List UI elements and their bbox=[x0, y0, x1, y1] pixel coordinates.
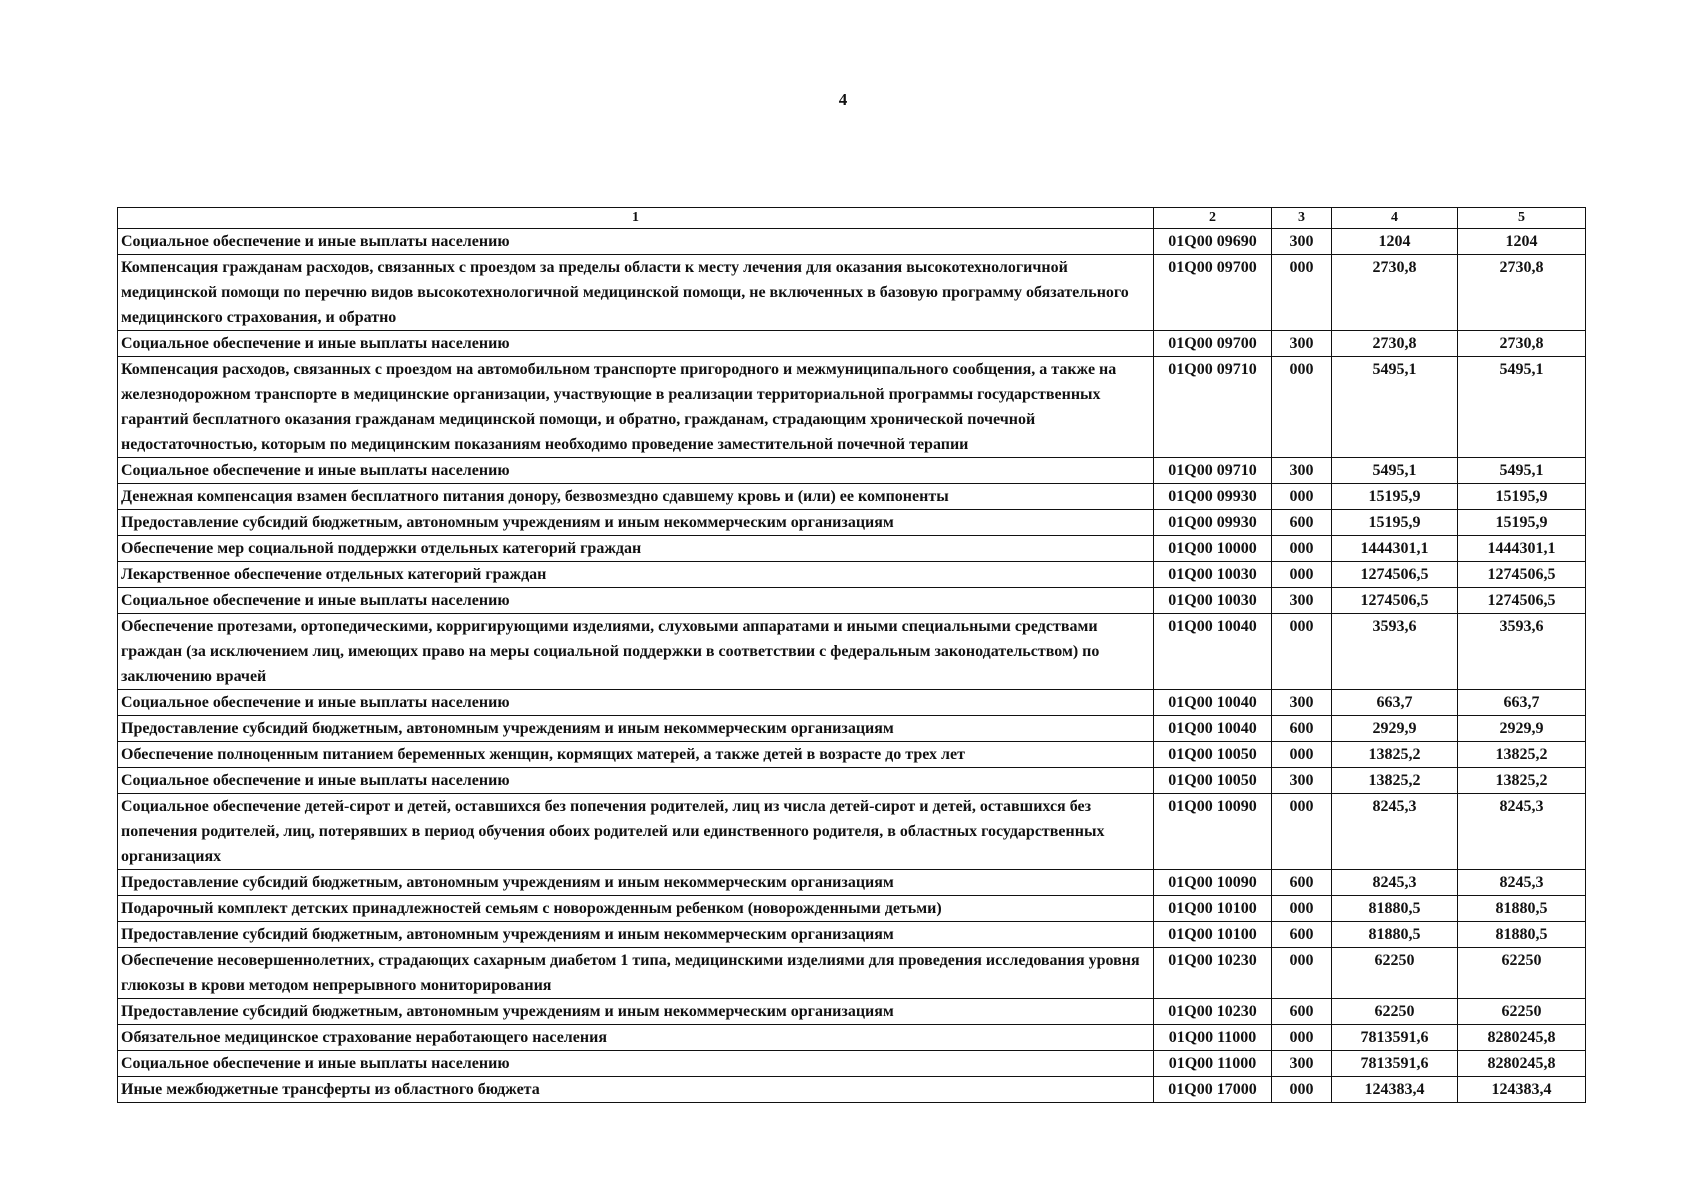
row-name-cell: Социальное обеспечение и иные выплаты населению bbox=[118, 458, 1154, 484]
table-row bbox=[118, 255, 1586, 331]
budget-table bbox=[117, 207, 1586, 1103]
row-code-cell: 01Q00 10230 bbox=[1154, 999, 1272, 1025]
row-type-cell: 600 bbox=[1272, 999, 1332, 1025]
row-value-4-cell: 62250 bbox=[1332, 948, 1458, 999]
row-value-4-cell: 3593,6 bbox=[1332, 614, 1458, 690]
row-name-cell: Социальное обеспечение и иные выплаты населению bbox=[118, 588, 1154, 614]
row-value-4-cell: 2730,8 bbox=[1332, 331, 1458, 357]
row-value-4-cell: 7813591,6 bbox=[1332, 1025, 1458, 1051]
row-code-cell: 01Q00 10230 bbox=[1154, 948, 1272, 999]
column-header-5: 5 bbox=[1458, 208, 1586, 229]
row-value-4-cell: 81880,5 bbox=[1332, 922, 1458, 948]
row-value-5-cell: 663,7 bbox=[1458, 690, 1586, 716]
row-value-4-cell: 15195,9 bbox=[1332, 510, 1458, 536]
row-name-cell: Иные межбюджетные трансферты из областного бюджета bbox=[118, 1077, 1154, 1103]
row-type-cell: 000 bbox=[1272, 1025, 1332, 1051]
row-value-4-cell: 13825,2 bbox=[1332, 742, 1458, 768]
row-type-cell: 000 bbox=[1272, 1077, 1332, 1103]
row-value-4-cell: 2730,8 bbox=[1332, 255, 1458, 331]
row-value-5-cell: 8245,3 bbox=[1458, 794, 1586, 870]
row-code-cell: 01Q00 09710 bbox=[1154, 357, 1272, 458]
row-name-cell: Социальное обеспечение и иные выплаты населению bbox=[118, 768, 1154, 794]
table-row bbox=[118, 742, 1586, 768]
row-code-cell: 01Q00 11000 bbox=[1154, 1025, 1272, 1051]
row-value-5-cell: 1274506,5 bbox=[1458, 562, 1586, 588]
row-value-5-cell: 5495,1 bbox=[1458, 357, 1586, 458]
table-row bbox=[118, 536, 1586, 562]
table-row bbox=[118, 896, 1586, 922]
row-type-cell: 600 bbox=[1272, 510, 1332, 536]
table-row bbox=[118, 510, 1586, 536]
row-name-cell: Социальное обеспечение и иные выплаты населению bbox=[118, 690, 1154, 716]
row-value-4-cell: 13825,2 bbox=[1332, 768, 1458, 794]
row-value-5-cell: 8280245,8 bbox=[1458, 1025, 1586, 1051]
row-code-cell: 01Q00 09690 bbox=[1154, 229, 1272, 255]
table-row bbox=[118, 716, 1586, 742]
table-row bbox=[118, 1077, 1586, 1103]
row-value-4-cell: 15195,9 bbox=[1332, 484, 1458, 510]
row-value-5-cell: 15195,9 bbox=[1458, 484, 1586, 510]
row-value-4-cell: 8245,3 bbox=[1332, 794, 1458, 870]
row-value-5-cell: 1274506,5 bbox=[1458, 588, 1586, 614]
row-name-cell: Социальное обеспечение и иные выплаты населению bbox=[118, 229, 1154, 255]
row-name-cell: Предоставление субсидий бюджетным, автономным учреждениям и иным некоммерческим организациям bbox=[118, 999, 1154, 1025]
row-name-cell: Социальное обеспечение детей-сирот и детей, оставшихся без попечения родителей, лиц из числа детей-сирот и детей, оставшихся без попечения родителей, лиц, потерявших в период обучения обоих родителей или единственного родителя, в областных государственных организациях bbox=[118, 794, 1154, 870]
column-header-1: 1 bbox=[118, 208, 1154, 229]
row-type-cell: 000 bbox=[1272, 484, 1332, 510]
row-type-cell: 300 bbox=[1272, 229, 1332, 255]
row-value-5-cell: 2730,8 bbox=[1458, 255, 1586, 331]
row-type-cell: 000 bbox=[1272, 614, 1332, 690]
row-value-5-cell: 62250 bbox=[1458, 948, 1586, 999]
row-code-cell: 01Q00 10090 bbox=[1154, 870, 1272, 896]
row-value-5-cell: 1444301,1 bbox=[1458, 536, 1586, 562]
row-value-5-cell: 13825,2 bbox=[1458, 768, 1586, 794]
row-value-4-cell: 62250 bbox=[1332, 999, 1458, 1025]
row-value-5-cell: 8245,3 bbox=[1458, 870, 1586, 896]
row-value-4-cell: 2929,9 bbox=[1332, 716, 1458, 742]
table-row bbox=[118, 870, 1586, 896]
row-value-5-cell: 81880,5 bbox=[1458, 922, 1586, 948]
row-type-cell: 600 bbox=[1272, 922, 1332, 948]
row-name-cell: Обеспечение мер социальной поддержки отдельных категорий граждан bbox=[118, 536, 1154, 562]
row-value-5-cell: 81880,5 bbox=[1458, 896, 1586, 922]
row-code-cell: 01Q00 10050 bbox=[1154, 742, 1272, 768]
row-type-cell: 600 bbox=[1272, 716, 1332, 742]
row-name-cell: Обеспечение полноценным питанием беременных женщин, кормящих матерей, а также детей в возрасте до трех лет bbox=[118, 742, 1154, 768]
row-type-cell: 300 bbox=[1272, 1051, 1332, 1077]
row-type-cell: 600 bbox=[1272, 870, 1332, 896]
row-type-cell: 000 bbox=[1272, 742, 1332, 768]
row-value-4-cell: 1274506,5 bbox=[1332, 588, 1458, 614]
table-row bbox=[118, 357, 1586, 458]
row-value-5-cell: 124383,4 bbox=[1458, 1077, 1586, 1103]
column-header-3: 3 bbox=[1272, 208, 1332, 229]
row-type-cell: 300 bbox=[1272, 768, 1332, 794]
row-type-cell: 300 bbox=[1272, 588, 1332, 614]
row-value-4-cell: 663,7 bbox=[1332, 690, 1458, 716]
row-code-cell: 01Q00 10000 bbox=[1154, 536, 1272, 562]
row-code-cell: 01Q00 10100 bbox=[1154, 896, 1272, 922]
row-name-cell: Обязательное медицинское страхование неработающего населения bbox=[118, 1025, 1154, 1051]
row-code-cell: 01Q00 10040 bbox=[1154, 716, 1272, 742]
row-name-cell: Денежная компенсация взамен бесплатного питания донору, безвозмездно сдавшему кровь и (или) ее компоненты bbox=[118, 484, 1154, 510]
row-name-cell: Социальное обеспечение и иные выплаты населению bbox=[118, 1051, 1154, 1077]
row-value-5-cell: 62250 bbox=[1458, 999, 1586, 1025]
row-name-cell: Компенсация гражданам расходов, связанных с проездом за пределы области к месту лечения для оказания высокотехнологичной медицинской помощи по перечню видов высокотехнологичной медицинской помощи, не включенных в базовую программу обязательного медицинского страхования, и обратно bbox=[118, 255, 1154, 331]
row-code-cell: 01Q00 10040 bbox=[1154, 614, 1272, 690]
row-name-cell: Обеспечение протезами, ортопедическими, корригирующими изделиями, слуховыми аппаратами и иными специальными средствами граждан (за исключением лиц, имеющих право на меры социальной поддержки в соответствии с федеральным законодательством) по заключению врачей bbox=[118, 614, 1154, 690]
table-row bbox=[118, 562, 1586, 588]
row-value-4-cell: 7813591,6 bbox=[1332, 1051, 1458, 1077]
column-header-4: 4 bbox=[1332, 208, 1458, 229]
row-value-4-cell: 5495,1 bbox=[1332, 458, 1458, 484]
table-row bbox=[118, 331, 1586, 357]
row-code-cell: 01Q00 10090 bbox=[1154, 794, 1272, 870]
row-type-cell: 300 bbox=[1272, 690, 1332, 716]
row-value-4-cell: 1274506,5 bbox=[1332, 562, 1458, 588]
row-name-cell: Социальное обеспечение и иные выплаты населению bbox=[118, 331, 1154, 357]
row-name-cell: Лекарственное обеспечение отдельных категорий граждан bbox=[118, 562, 1154, 588]
row-value-4-cell: 81880,5 bbox=[1332, 896, 1458, 922]
row-value-4-cell: 124383,4 bbox=[1332, 1077, 1458, 1103]
row-value-5-cell: 1204 bbox=[1458, 229, 1586, 255]
row-code-cell: 01Q00 09700 bbox=[1154, 255, 1272, 331]
row-value-5-cell: 3593,6 bbox=[1458, 614, 1586, 690]
table-row bbox=[118, 588, 1586, 614]
table-row bbox=[118, 948, 1586, 999]
row-type-cell: 000 bbox=[1272, 562, 1332, 588]
row-value-4-cell: 1444301,1 bbox=[1332, 536, 1458, 562]
table-row bbox=[118, 229, 1586, 255]
row-value-5-cell: 15195,9 bbox=[1458, 510, 1586, 536]
table-row bbox=[118, 690, 1586, 716]
row-code-cell: 01Q00 10040 bbox=[1154, 690, 1272, 716]
table-row bbox=[118, 768, 1586, 794]
row-type-cell: 000 bbox=[1272, 536, 1332, 562]
row-type-cell: 300 bbox=[1272, 458, 1332, 484]
row-code-cell: 01Q00 11000 bbox=[1154, 1051, 1272, 1077]
row-code-cell: 01Q00 09710 bbox=[1154, 458, 1272, 484]
page-number: 4 bbox=[838, 90, 848, 109]
row-type-cell: 000 bbox=[1272, 896, 1332, 922]
row-type-cell: 000 bbox=[1272, 948, 1332, 999]
table-header-row bbox=[118, 208, 1586, 229]
row-code-cell: 01Q00 10050 bbox=[1154, 768, 1272, 794]
row-code-cell: 01Q00 09930 bbox=[1154, 484, 1272, 510]
row-code-cell: 01Q00 17000 bbox=[1154, 1077, 1272, 1103]
row-value-5-cell: 13825,2 bbox=[1458, 742, 1586, 768]
row-value-4-cell: 5495,1 bbox=[1332, 357, 1458, 458]
row-value-5-cell: 5495,1 bbox=[1458, 458, 1586, 484]
row-name-cell: Обеспечение несовершеннолетних, страдающих сахарным диабетом 1 типа, медицинскими изделиями для проведения исследования уровня глюкозы в крови методом непрерывного мониторирования bbox=[118, 948, 1154, 999]
row-name-cell: Компенсация расходов, связанных с проездом на автомобильном транспорте пригородного и межмуниципального сообщения, а также на железнодорожном транспорте в медицинские организации, участвующие в реализации территориальной программы государственных гарантий бесплатного оказания гражданам медицинской помощи, и обратно, гражданам, страдающим хронической почечной недостаточностью, которым по медицинским показаниям необходимо проведение заместительной почечной терапии bbox=[118, 357, 1154, 458]
table-row bbox=[118, 922, 1586, 948]
row-code-cell: 01Q00 10030 bbox=[1154, 562, 1272, 588]
table-row bbox=[118, 614, 1586, 690]
row-type-cell: 300 bbox=[1272, 331, 1332, 357]
row-name-cell: Предоставление субсидий бюджетным, автономным учреждениям и иным некоммерческим организациям bbox=[118, 716, 1154, 742]
row-name-cell: Предоставление субсидий бюджетным, автономным учреждениям и иным некоммерческим организациям bbox=[118, 922, 1154, 948]
table-row bbox=[118, 484, 1586, 510]
table-body bbox=[118, 229, 1586, 1103]
row-name-cell: Подарочный комплект детских принадлежностей семьям с новорожденным ребенком (новорожденными детьми) bbox=[118, 896, 1154, 922]
row-value-4-cell: 1204 bbox=[1332, 229, 1458, 255]
row-code-cell: 01Q00 09930 bbox=[1154, 510, 1272, 536]
row-code-cell: 01Q00 09700 bbox=[1154, 331, 1272, 357]
row-type-cell: 000 bbox=[1272, 794, 1332, 870]
table-row bbox=[118, 1051, 1586, 1077]
column-header-2: 2 bbox=[1154, 208, 1272, 229]
row-value-4-cell: 8245,3 bbox=[1332, 870, 1458, 896]
row-name-cell: Предоставление субсидий бюджетным, автономным учреждениям и иным некоммерческим организациям bbox=[118, 870, 1154, 896]
row-code-cell: 01Q00 10100 bbox=[1154, 922, 1272, 948]
row-name-cell: Предоставление субсидий бюджетным, автономным учреждениям и иным некоммерческим организациям bbox=[118, 510, 1154, 536]
table-row bbox=[118, 458, 1586, 484]
table-row bbox=[118, 1025, 1586, 1051]
row-value-5-cell: 8280245,8 bbox=[1458, 1051, 1586, 1077]
table-row bbox=[118, 999, 1586, 1025]
row-value-5-cell: 2929,9 bbox=[1458, 716, 1586, 742]
row-code-cell: 01Q00 10030 bbox=[1154, 588, 1272, 614]
row-type-cell: 000 bbox=[1272, 357, 1332, 458]
row-value-5-cell: 2730,8 bbox=[1458, 331, 1586, 357]
row-type-cell: 000 bbox=[1272, 255, 1332, 331]
table-row bbox=[118, 794, 1586, 870]
